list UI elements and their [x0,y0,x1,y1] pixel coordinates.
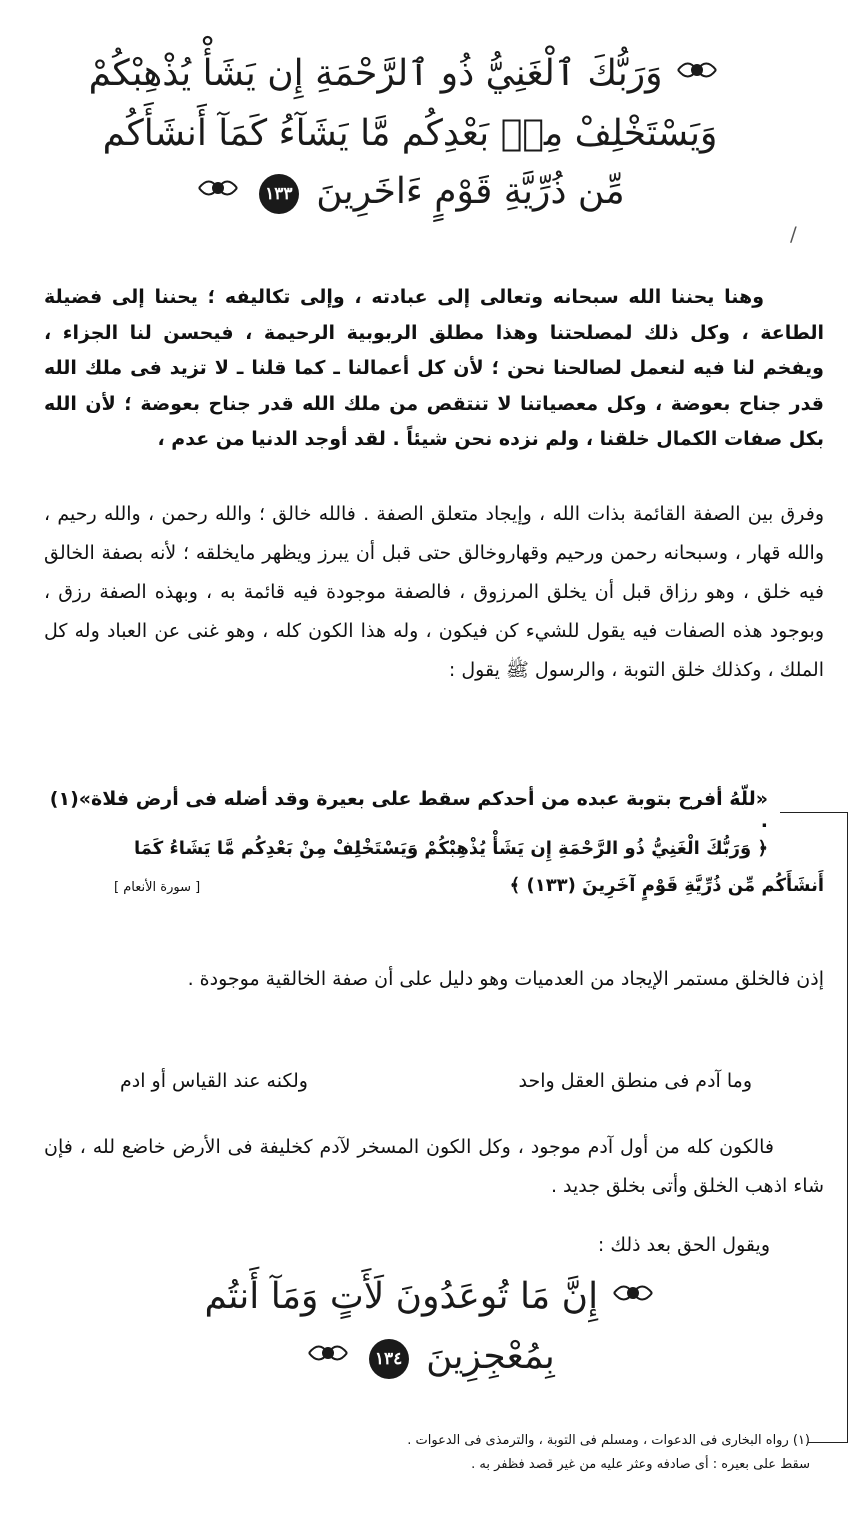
verse-number-medallion-icon: ١٣٤ [369,1339,409,1379]
verse-block-2 [150,1268,710,1388]
inline-verse-line-2: أَنشَأَكُم مِّن ذُرِّيَّةِ قَوْمٍ آخَرِينَ (١٣٣) ﴾ [509,875,824,896]
verse-1-line-1: وَرَبُّكَ ٱلْغَنِيُّ ذُو ٱلرَّحْمَةِ إِن يَشَأْ يُذْهِبْكُمْ [100,45,720,105]
surah-reference: [ سورة الأنعام ] [114,880,201,895]
verse-2-line-2: بِمُعْجِزِينَ ١٣٤ [150,1328,710,1388]
verse-number-medallion-icon: ١٣٣ [259,174,299,214]
hadith-quote: «للّهُ أفرح بتوبة عبده من أحدكم سقط على بعيرة وقد أضله فى أرض فلاة»(١) . [49,788,768,832]
poem-left-hemistich: ولكنه عند القياس أو ادم [120,1070,308,1092]
margin-rule-bottom [808,1442,848,1443]
margin-rule-top [780,812,848,813]
verse-ornament-icon [195,165,241,223]
stray-mark: / [790,222,797,246]
footnote-line-2: سقط على بعيره : أى صادفه وعثر عليه من غير قصد فظفر به . [471,1457,810,1472]
inline-verse-line-2-row [44,874,824,896]
margin-rule-vertical [847,812,848,1442]
paragraph-4: فالكون كله من أول آدم موجود ، وكل الكون المسخر لآدم كخليفة فى الأرض خاضع لله ، فإن شاء اذهب الخلق وأتى بخلق جديد . [44,1136,824,1197]
verse-ornament-icon [674,47,720,105]
verse-1-line-3: مِّن ذُرِّيَّةِ قَوْمٍ ءَاخَرِينَ ١٣٣ [100,163,720,223]
poem-right-hemistich: وما آدم فى منطق العقل واحد [518,1070,752,1092]
verse-block-1 [88,45,720,223]
verse-ornament-icon [305,1330,351,1388]
paragraph-1: وهنا يحننا الله سبحانه وتعالى إلى عبادته ، وإلى تكاليفه ؛ يحننا إلى فضيلة الطاعة ، وكل ذلك لمصلحتنا وهذا مطلق الربوبية الرحيمة ، فيحسن لنا الجزاء ، ويفخم لنا فيه لنعمل لصالحنا نحن ؛ لأن كل أعمالنا ـ كما قلنا ـ لا تزيد فى ملك الله قدر جناح بعوضة ، وكل معصياتنا لا تنتقص من ملك الله قدر جناح بعوضة ؛ لأن الله بكل صفات الكمال خلقنا ، ولم نزده نحن شيئاً . لقد أوجد الدنيا من عدم ، [44,286,824,450]
verse-ornament-icon [610,1270,656,1328]
footnote-line-1: (١) رواه البخارى فى الدعوات ، ومسلم فى التوبة ، والترمذى فى الدعوات . [407,1433,810,1448]
paragraph-3: إذن فالخلق مستمر الإيجاد من العدميات وهو دليل على أن صفة الخالقية موجودة . [187,968,824,990]
paragraph-2: وفرق بين الصفة القائمة بذات الله ، وإيجاد متعلق الصفة . فالله خالق ؛ والله رحمن ، والله رحيم ، والله قهار ، وسبحانه رحمن ورحيم وقهاروخالق حتى قبل أن يبرز ويظهر مايخلقه ؛ لأنه بصفة الخالق فيه خلق ، وهو رزاق قبل أن يخلق المرزوق ، فالصفة موجودة فيه قائمة به ، وبهذه الصفة رزق ، وبوجود هذه الصفات فيه يقول للشيء كن فيكون ، وله هذا الكون كله ، وهو غنى عن العباد وله كل الملك ، وكذلك خلق التوبة ، والرسول ﷺ يقول : [44,503,824,681]
paragraph-5: ويقول الحق بعد ذلك : [597,1234,770,1256]
verse-2-line-1: إِنَّ مَا تُوعَدُونَ لَأَتٍ وَمَآ أَنتُم [150,1268,710,1328]
verse-1-line-2: وَيَسْتَخْلِفْ مِنۢ بَعْدِكُم مَّا يَشَآءُ كَمَآ أَنشَأَكُم [102,113,718,154]
inline-verse-line-1: ﴿ وَرَبُّكَ الْغَنِيُّ ذُو الرَّحْمَةِ إِن يَشَأْ يُذْهِبْكُمْ وَيَسْتَخْلِفْ مِنْ بَعْدِكُم مَّا يَشَاءُ كَمَا [133,838,768,859]
